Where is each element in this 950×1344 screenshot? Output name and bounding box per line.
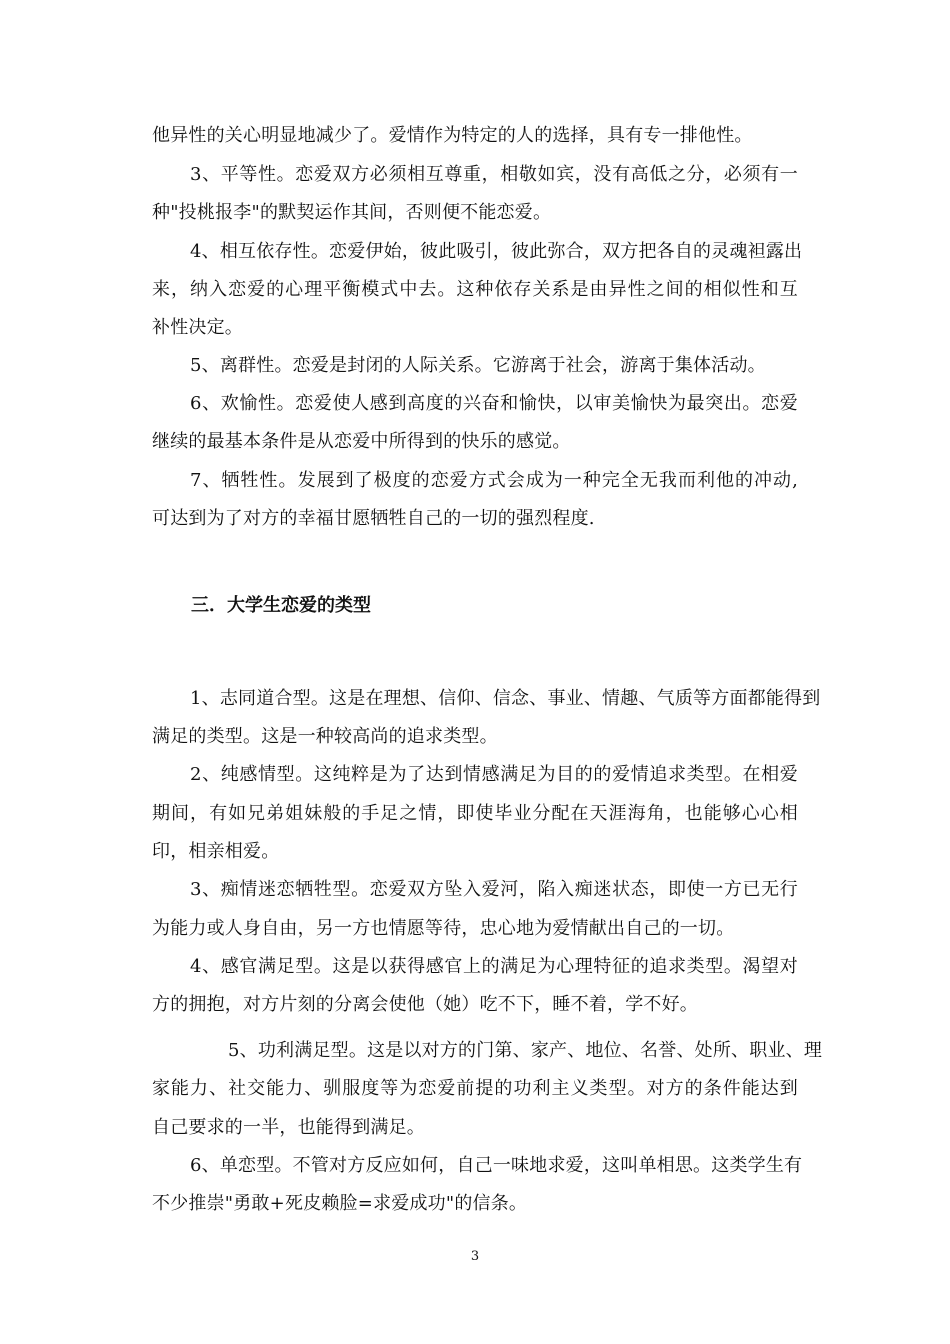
paragraph-line: 继续的最基本条件是从恋爱中所得到的快乐的感觉。 [152,431,571,452]
paragraph-line: 3、痴情迷恋牺牲型。恋爱双方坠入爱河，陷入痴迷状态，即使一方已无行 [190,879,798,900]
paragraph-line: 不少推崇"勇敢+死皮赖脸=求爱成功"的信条。 [152,1193,528,1214]
paragraph-line: 来，纳入恋爱的心理平衡模式中去。这种依存关系是由异性之间的相似性和互 [152,279,798,300]
paragraph-line: 可达到为了对方的幸福甘愿牺牲自己的一切的强烈程度. [152,508,595,529]
paragraph-line: 7、牺牲性。发展到了极度的恋爱方式会成为一种完全无我而利他的冲动, [190,470,798,491]
paragraph-line: 2、纯感情型。这纯粹是为了达到情感满足为目的的爱情追求类型。在相爱 [190,764,798,785]
paragraph-line: 4、感官满足型。这是以获得感官上的满足为心理特征的追求类型。渴望对 [190,956,798,977]
paragraph-line: 5、功利满足型。这是以对方的门第、家产、地位、名誉、处所、职业、理 [228,1040,823,1061]
paragraph-line: 种"投桃报李"的默契运作其间，否则便不能恋爱。 [152,202,552,223]
paragraph-line: 补性决定。 [152,317,243,338]
paragraph-line: 家能力、社交能力、驯服度等为恋爱前提的功利主义类型。对方的条件能达到 [152,1078,798,1099]
paragraph-line: 他异性的关心明显地减少了。爱情作为特定的人的选择，具有专一排他性。 [152,125,753,146]
paragraph-line: 3、平等性。恋爱双方必须相互尊重，相敬如宾，没有高低之分，必须有一 [190,164,798,185]
paragraph-line: 自己要求的一半，也能得到满足。 [152,1117,425,1138]
paragraph-line: 为能力或人身自由，另一方也情愿等待，忠心地为爱情献出自己的一切。 [152,918,735,939]
paragraph-line: 期间，有如兄弟姐妹般的手足之情，即使毕业分配在天涯海角，也能够心心相 [152,803,798,824]
paragraph-line: 方的拥抱，对方片刻的分离会使他（她）吃不下，睡不着，学不好。 [152,994,698,1015]
page-number: 3 [470,1249,480,1264]
paragraph-line: 1、志同道合型。这是在理想、信仰、信念、事业、情趣、气质等方面都能得到 [190,688,821,709]
paragraph-line: 印，相亲相爱。 [152,841,280,862]
paragraph-line: 满足的类型。这是一种较高尚的追求类型。 [152,726,498,747]
paragraph-line: 4、相互依存性。恋爱伊始，彼此吸引，彼此弥合，双方把各自的灵魂袒露出 [190,241,803,262]
paragraph-line: 5、离群性。恋爱是封闭的人际关系。它游离于社会，游离于集体活动。 [190,355,766,376]
paragraph-line: 6、欢愉性。恋爱使人感到高度的兴奋和愉快，以审美愉快为最突出。恋爱 [190,393,798,414]
paragraph-line: 6、单恋型。不管对方反应如何，自己一味地求爱，这叫单相思。这类学生有 [190,1155,803,1176]
section-heading: 三．大学生恋爱的类型 [191,595,371,616]
